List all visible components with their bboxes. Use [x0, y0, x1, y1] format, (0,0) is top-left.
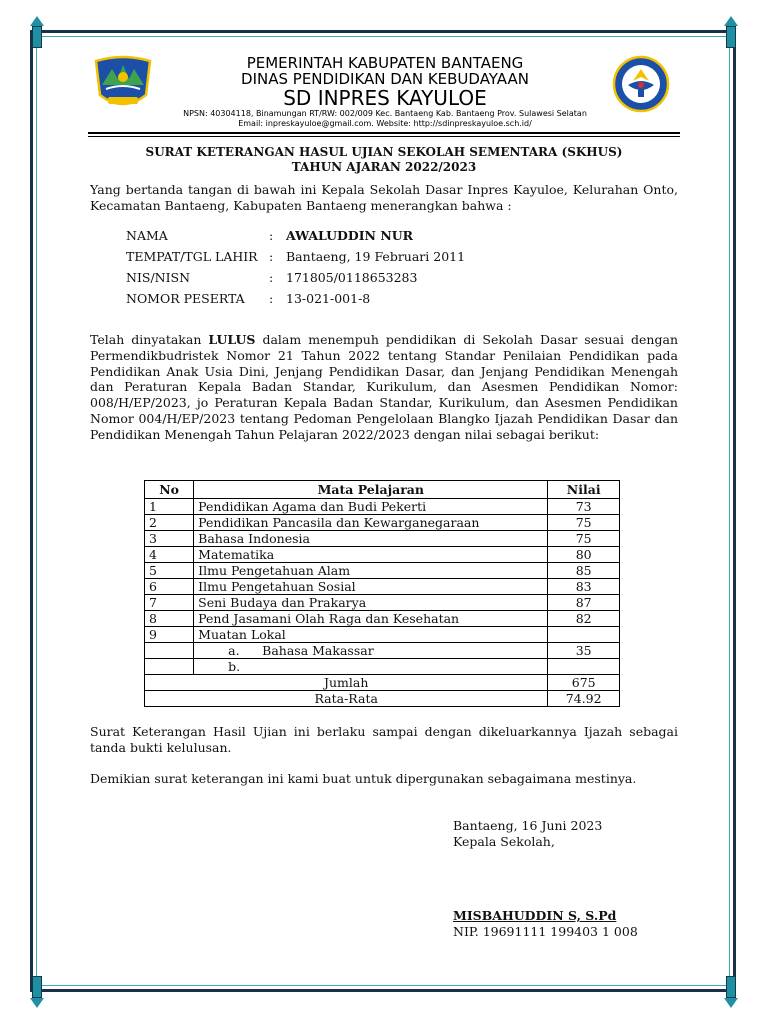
cell-subject: Ilmu Pengetahuan Alam: [194, 563, 548, 579]
statement-intro: Telah dinyatakan: [90, 332, 209, 347]
cell-score: 73: [548, 499, 620, 515]
table-row: [145, 627, 620, 643]
table-average-row: [145, 691, 620, 707]
sub-letter: a.: [228, 643, 240, 658]
cell-subject: Muatan Lokal: [194, 627, 548, 643]
cell-score: 75: [548, 531, 620, 547]
intro-paragraph: Yang bertanda tangan di bawah ini Kepala Sekolah Dasar Inpres Kayuloe, Kelurahan Onto, Kecamatan Bantaeng, Kabupaten Bantaeng menerangkan bahwa :: [90, 182, 678, 213]
identity-value: Bantaeng, 19 Februari 2011: [286, 249, 466, 264]
cell-subject: Bahasa Indonesia: [194, 531, 548, 547]
identity-colon: :: [269, 228, 274, 243]
identity-label: NOMOR PESERTA: [126, 291, 245, 306]
document-subtitle: TAHUN AJARAN 2022/2023: [291, 160, 477, 174]
cell-subject: Pend Jasamani Olah Raga dan Kesehatan: [194, 611, 548, 627]
cell-no: 6: [145, 579, 194, 595]
cell-no: 8: [145, 611, 194, 627]
bantaeng-regency-emblem-icon: [92, 55, 154, 113]
table-row: [145, 611, 620, 627]
table-row: [145, 531, 620, 547]
validity-paragraph: Surat Keterangan Hasil Ujian ini berlaku sampai dengan dikeluarkannya Ijazah sebagai tanda bukti kelulusan.: [90, 724, 678, 755]
cell-score: 87: [548, 595, 620, 611]
cell-subject: Seni Budaya dan Prakarya: [194, 595, 548, 611]
cell-no: 3: [145, 531, 194, 547]
total-value: 675: [548, 675, 620, 691]
signature-place-date: Bantaeng, 16 Juni 2023: [453, 818, 603, 833]
cell-score: 82: [548, 611, 620, 627]
column-header-score: Nilai: [548, 481, 620, 499]
identity-colon: :: [269, 270, 274, 285]
table-row: [145, 547, 620, 563]
graduation-statement: [90, 332, 678, 443]
cell-sub-subject: [194, 659, 548, 675]
cell-score: 83: [548, 579, 620, 595]
corner-ornament-bottom-right: [724, 998, 738, 1008]
header-school-name: SD INPRES KAYULOE: [283, 86, 487, 110]
cell-no: 5: [145, 563, 194, 579]
column-header-subject: Mata Pelajaran: [194, 481, 548, 499]
sub-subject: Bahasa Makassar: [262, 643, 374, 658]
corner-post-top-right: [726, 26, 736, 48]
header-government: PEMERINTAH KABUPATEN BANTAENG: [246, 54, 524, 72]
cell-no: 9: [145, 627, 194, 643]
identity-label: NIS/NISN: [126, 270, 191, 285]
cell-no: 2: [145, 515, 194, 531]
corner-ornament-top-left: [30, 16, 44, 26]
signature-position: Kepala Sekolah,: [453, 834, 555, 849]
letterhead-rule-thin: [88, 136, 680, 137]
identity-label: TEMPAT/TGL LAHIR: [126, 249, 258, 264]
tut-wuri-handayani-emblem-icon: [610, 55, 672, 113]
total-label: Jumlah: [145, 675, 548, 691]
cell-subject: Pendidikan Agama dan Budi Pekerti: [194, 499, 548, 515]
table-total-row: [145, 675, 620, 691]
cell-score: 80: [548, 547, 620, 563]
identity-value: 13-021-001-8: [286, 291, 371, 306]
identity-value: AWALUDDIN NUR: [286, 228, 414, 243]
header-address: NPSN: 40304118, Binamungan RT/RW: 002/009 Kec. Bantaeng Kab. Bantaeng Prov. Sulawesi Selatan: [183, 109, 587, 118]
identity-colon: :: [269, 249, 274, 264]
grades-table: [144, 480, 620, 707]
cell-no-empty: [145, 659, 194, 675]
cell-score: 75: [548, 515, 620, 531]
header-department: DINAS PENDIDIKAN DAN KEBUDAYAAN: [241, 70, 529, 88]
average-label: Rata-Rata: [145, 691, 548, 707]
graduation-status: LULUS: [208, 332, 256, 347]
corner-post-bottom-right: [726, 976, 736, 998]
table-row: [145, 499, 620, 515]
cell-no-empty: [145, 643, 194, 659]
header-contact: Email: inpreskayuloe@gmail.com. Website: http://sdinpreskayuloe.sch.id/: [238, 119, 532, 128]
cell-subject: Pendidikan Pancasila dan Kewarganegaraan: [194, 515, 548, 531]
signatory-nip: NIP. 19691111 199403 1 008: [453, 924, 638, 939]
cell-no: 4: [145, 547, 194, 563]
corner-post-top-left: [32, 26, 42, 48]
table-row: [145, 563, 620, 579]
sub-letter: b.: [228, 659, 241, 674]
identity-value: 171805/0118653283: [286, 270, 418, 285]
letterhead-rule-thick: [88, 132, 680, 134]
closing-paragraph: Demikian surat keterangan ini kami buat untuk dipergunakan sebagaimana mestinya.: [90, 771, 637, 786]
cell-score: 85: [548, 563, 620, 579]
table-row: [145, 579, 620, 595]
corner-ornament-bottom-left: [30, 998, 44, 1008]
table-subrow: [145, 643, 620, 659]
table-header-row: [145, 481, 620, 499]
cell-score: [548, 659, 620, 675]
cell-score: [548, 627, 620, 643]
cell-no: 7: [145, 595, 194, 611]
column-header-no: No: [145, 481, 194, 499]
statement-details: dalam menempuh pendidikan di Sekolah Dasar sesuai dengan Permendikbudristek Nomor 21 Tahun 2022 tentang Standar Penilaian Pendidikan pada Pendidikan Anak Usia Dini, Jenjang Pendidikan Dasar, dan Jenjang Pendidikan Menengah dan Peraturan Kepala Badan Standar, Kurikulum, dan Asesmen Pendidikan Nomor: 008/H/EP/2023, jo Peraturan Kepala Badan Standar, Kurikulum, dan Asesmen Pendidikan Nomor 004/H/EP/2023 tentang Pedoman Pengelolaan Blangko Ijazah Pendidikan Dasar dan Pendidikan Menengah Tahun Pelajaran 2022/2023 dengan nilai sebagai berikut:: [90, 332, 678, 442]
identity-label: NAMA: [126, 228, 168, 243]
cell-subject: Ilmu Pengetahuan Sosial: [194, 579, 548, 595]
corner-post-bottom-left: [32, 976, 42, 998]
cell-sub-subject: [194, 643, 548, 659]
signatory-name: MISBAHUDDIN S, S.Pd: [453, 908, 617, 923]
cell-subject: Matematika: [194, 547, 548, 563]
average-value: 74.92: [548, 691, 620, 707]
cell-no: 1: [145, 499, 194, 515]
table-row: [145, 515, 620, 531]
table-subrow: [145, 659, 620, 675]
document-title: SURAT KETERANGAN HASUL UJIAN SEKOLAH SEMENTARA (SKHUS): [145, 145, 623, 159]
identity-colon: :: [269, 291, 274, 306]
corner-ornament-top-right: [724, 16, 738, 26]
cell-score: 35: [548, 643, 620, 659]
table-row: [145, 595, 620, 611]
